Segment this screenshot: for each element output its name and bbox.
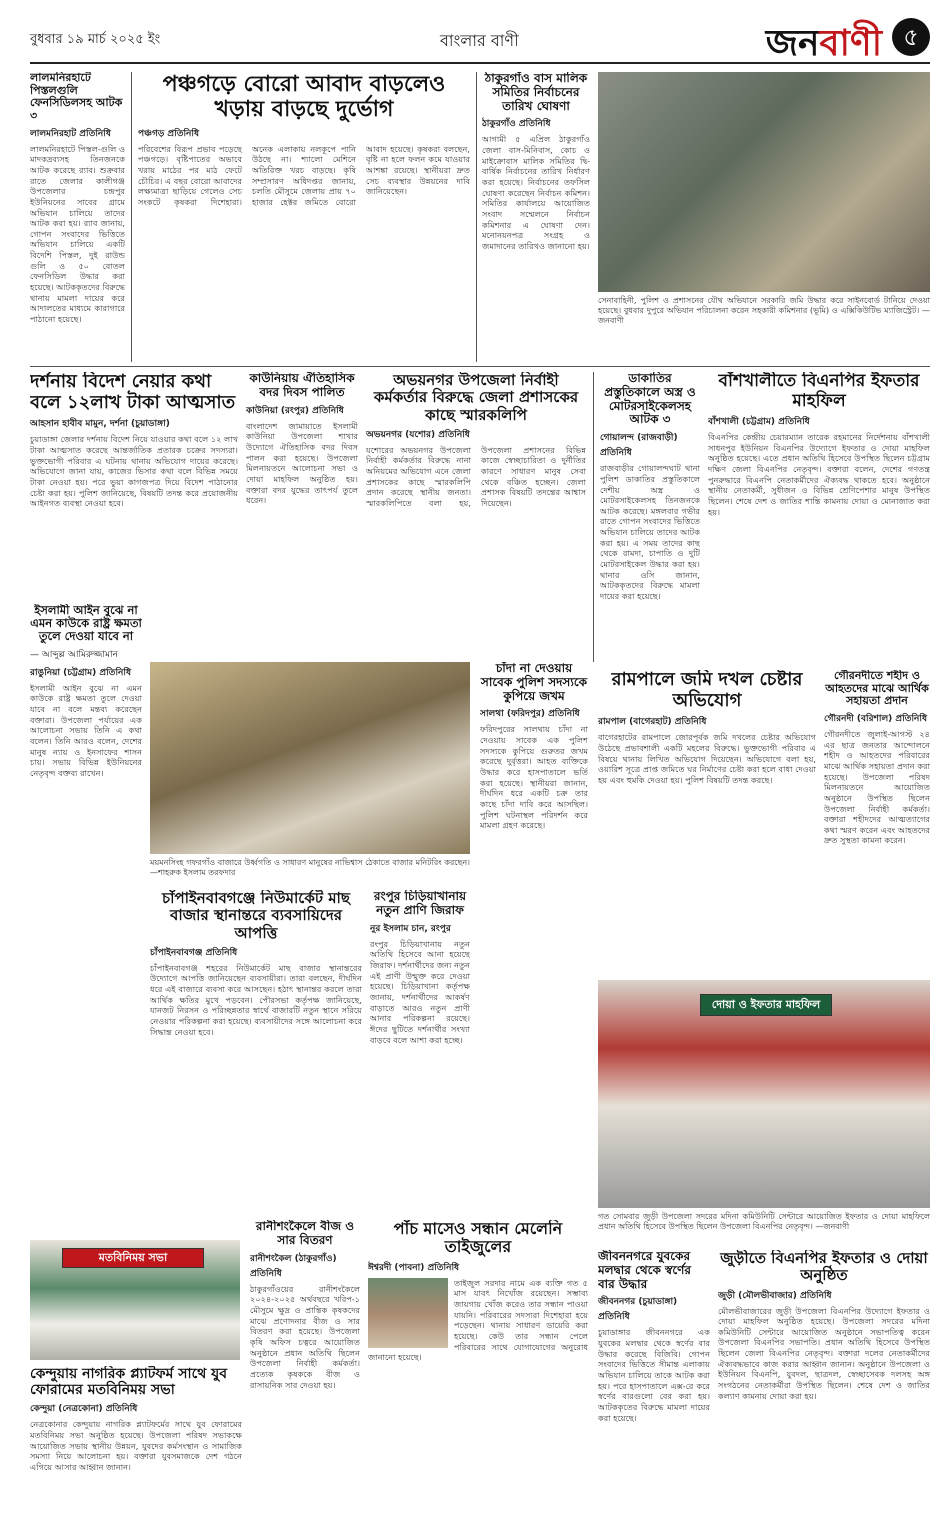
headline: অভয়নগর উপজেলা নির্বাহী কর্মকর্তার বিরুদ্ধে জেলা প্রশাসকের কাছে স্মারকলিপি [373,372,579,424]
article-body: লালমনিরহাটে পিস্তল-গুলি ও মাদকদ্রব্যসহ তিনজনকে আটক করেছে র‍্যাব। শুক্রবার রাতে জেলার কালীগঞ্জ উপজেলার চন্দ্রপুর ইউনিয়নের সাবের গ্রামে অভিযান চালিয়ে তাদের আটক করা হয়। র‍্যাব জানায়, গোপন সংবাদের ভিত্তিতে অভিযান চালিয়ে একটি বিদেশি পিস্তল, দুই রাউন্ড গুলি ও ৫০ বোতল ফেনসিডিল উদ্ধার করা হয়েছে। আটককৃতদের বিরুদ্ধে থানায় মামলা দায়ের করে আদালতের মাধ্যমে কারাগারে পাঠানো হয়েছে। [30,143,125,325]
photo-banner: মতবিনিময় সভা [62,1248,204,1268]
byline: রানীশংকৈল (ঠাকুরগাঁও) প্রতিনিধি [250,1253,337,1279]
byline: পঞ্চগড় প্রতিনিধি [138,128,200,139]
byline: ঠাকুরগাঁও প্রতিনিধি [482,119,551,130]
newspaper-logo [766,16,882,76]
photo-caption: গত সোমবার জুড়ী উপজেলা সদরের মদিনা কমিউনিটি সেন্টারে আয়োজিত ইফতার ও দোয়া মাহফিলে প্রধান অতিথি হিসেবে উপস্থিত ছিলেন উপজেলা বিএনপির নেতৃবৃন্দ। —জনবাণী [598,1212,930,1231]
article-body: ফরিদপুরের সালথায় চাঁদা না দেওয়ায় সাবেক এক পুলিশ সদস্যকে কুপিয়ে গুরুতর জখম করেছে দুর্বৃত্তরা। আহত ব্যক্তিকে উদ্ধার করে হাসপাতালে ভর্তি করা হয়েছে। স্থানীয়রা জানান, দীর্ঘদিন ধরে একটি চক্র তার কাছে চাঁদা দাবি করে আসছিল। পুলিশ ঘটনাস্থল পরিদর্শন করে মামলা গ্রহণ করেছে। [480,724,588,831]
article-jibannagar [598,1250,710,1516]
headline: পাঁচ মাসেও সন্ধান মেলেনি তাইজুলের [393,1220,563,1257]
article-panchagarh [138,72,470,362]
column-rule [593,372,594,662]
headline: চাঁপাইনবাবগঞ্জে নিউমার্কেট মাছ বাজার স্থানান্তরে ব্যবসায়িদের আপত্তি [162,890,350,942]
byline: কাউনিয়া (রংপুর) প্রতিনিধি [246,405,344,416]
logo-part-a: জন [765,23,820,64]
article-kendua [30,1366,242,1516]
byline: আহসান হাবীব মামুন, দর্শনা (চুয়াডাঙ্গা) [30,419,170,430]
byline: জুড়ী (মৌলভীবাজার) প্রতিনিধি [718,1290,832,1301]
headline: কেন্দুয়ায় নাগরিক প্ল্যাটফর্ম সাথে যুব ফোরামের মতবিনিময় সভা [30,1366,228,1399]
byline: গোয়ালন্দ (রাজবাড়ী) প্রতিনিধি [600,433,678,459]
headline: ইসলামী আইন বুঝে না এমন কাউকে রাষ্ট্র ক্ষমতা তুলে দেওয়া যাবে না [30,604,142,644]
article-body: বাংলাদেশ জামায়াতে ইসলামী কাউনিয়া উপজেলা শাখার উদ্যোগে ঐতিহাসিক বদর দিবস পালন করা হয়েছে। উপজেলা মিলনায়তনে আলোচনা সভা ও দোয়া মাহফিল অনুষ্ঠিত হয়। বক্তারা বদর যুদ্ধের তাৎপর্য তুলে ধরেন। [246,420,358,506]
byline: লালমনিরহাট প্রতিনিধি [30,128,111,139]
photo-caption: সেনাবাহিনী, পুলিশ ও প্রশাসনের যৌথ অভিযানে সরকারি জমি উদ্ধার করে সাইনবোর্ড টানিয়ে দেওয়া হয়েছে। বুধবার দুপুরে অভিযান পরিচালনা করেন সহকারী কমিশনার (ভূমি) ও এক্সিকিউটিভ ম্যাজিস্ট্রেট। —জনবাণী [598,296,930,325]
headline: চাঁদা না দেওয়ায় সাবেক পুলিশ সদস্যকে কুপিয়ে জখম [480,662,588,703]
byline: নুর ইসলাম চান, রংপুর [370,923,451,934]
photo-market-monitoring [150,662,470,854]
byline: অভয়নগর (যশোর) প্রতিনিধি [366,429,470,440]
article-ranishankail [250,1220,360,1516]
photo-caption: ময়মনসিংহ গফরগাঁও বাজারে উর্ধ্বগতি ও সাধারণ মানুষের নাভিশ্বাস ঠেকাতে বাজার মনিটরিং করছেন। —শাহরুক ইসলাম তরফদার [150,858,470,877]
article-body: বিএনপির কেন্দ্রীয় চেয়ারম্যান তারেক রহমানের নির্দেশনায় বাঁশখালী সাধনপুর ইউনিয়ন বিএনপির উদ্যোগে ইফতার ও দোয়া মাহফিল অনুষ্ঠিত হয়েছে। এতে প্রধান অতিথি হিসেবে উপস্থিত ছিলেন চট্টগ্রাম দক্ষিণ জেলা বিএনপির নেতৃবৃন্দ। বক্তারা বলেন, দেশের গণতন্ত্র পুনরুদ্ধারে বিএনপি নেতাকর্মীদের ঐক্যবদ্ধ থাকতে হবে। অনুষ্ঠানে স্থানীয় নেতাকর্মী, সুধীজন ও বিভিন্ন শ্রেণিপেশার মানুষ উপস্থিত ছিলেন। শেষে দেশ ও জাতির শান্তি কামনায় দোয়া ও মোনাজাত করা হয়। [708,432,930,517]
headline: ঠাকুরগাঁও বাস মালিক সমিতির নির্বাচনের তারিখ ঘোষণা [484,72,588,113]
article-abhaynagar [366,372,586,652]
article-thakurgaon-bus [482,72,590,362]
article-body: রাজবাড়ীর গোয়ালন্দঘাট থানা পুলিশ ডাকাতির প্রস্তুতিকালে দেশীয় অস্ত্র ও মোটরসাইকেলসহ তিনজনকে আটক করেছে। মঙ্গলবার গভীর রাতে গোপন সংবাদের ভিত্তিতে অভিযান চালিয়ে তাদের আটক করা হয়। এ সময় তাদের কাছ থেকে রামদা, চাপাতি ও দুটি মোটরসাইকেল উদ্ধার করা হয়। থানার ওসি জানান, আটককৃতদের বিরুদ্ধে মামলা দায়ের করা হয়েছে। [600,463,700,602]
article-lalmonirhat [30,72,125,362]
issue-date: বুধবার ১৯ মার্চ ২০২৫ ইং [30,32,161,47]
section-name: বাংলার বাণী [440,31,519,50]
byline: গৌরনদী (বরিশাল) প্রতিনিধি [824,713,928,724]
article-banshkhali [708,372,930,662]
article-body: মৌলভীবাজারের জুড়ী উপজেলা বিএনপির উদ্যোগে ইফতার ও দোয়া মাহফিল অনুষ্ঠিত হয়েছে। উপজেলা সদরের মদিনা কমিউনিটি সেন্টারে আয়োজিত অনুষ্ঠানে সভাপতিত্ব করেন উপজেলা বিএনপির সভাপতি। প্রধান অতিথি হিসেবে উপস্থিত ছিলেন জেলা বিএনপির নেতৃবৃন্দ। বক্তারা দলের নেতাকর্মীদের ঐক্যবদ্ধভাবে কাজ করার আহ্বান জানান। অনুষ্ঠানে উপজেলা ও ইউনিয়ন বিএনপি, যুবদল, ছাত্রদল, স্বেচ্ছাসেবক দলসহ অঙ্গ সংগঠনের নেতাকর্মীরা উপস্থিত ছিলেন। শেষে দেশ ও জাতির কল্যাণ কামনায় দোয়া করা হয়। [718,1305,930,1401]
article-body: চুয়াডাঙ্গা জেলার দর্শনায় বিদেশ নিয়ে যাওয়ার কথা বলে ১২ লাখ টাকা আত্মসাত করেছে আন্তর্জাতিক প্রতারক চক্রের সদস্যরা। ভুক্তভোগী পরিবার এ ঘটনায় থানায় অভিযোগ দায়ের করেছে। অভিযোগে জানা যায়, কাজের ভিসার কথা বলে বিভিন্ন সময়ে টাকা নেওয়া হয়। পরে ভুয়া কাগজপত্র দিয়ে বিদেশ পাঠানোর চেষ্টা করা হয়। পুলিশ জানিয়েছে, বিষয়টি তদন্ত করে প্রয়োজনীয় আইনগত ব্যবস্থা নেওয়া হবে। [30,434,238,509]
article-body: আগামী ৫ এপ্রিল ঠাকুরগাঁও জেলা বাস-মিনিবাস, কোচ ও মাইক্রোবাস মালিক সমিতির দ্বি-বার্ষিক নির্বাচনের তারিখ নির্ধারণ করা হয়েছে। নির্বাচনের তফসিল ঘোষণা করেছেন নির্বাচন কমিশন। সমিতির কার্যালয়ে আয়োজিত সংবাদ সম্মেলনে নির্বাচন কমিশনার এ ঘোষণা দেন। মনোনয়নপত্র সংগ্রহ ও জমাদানের তারিখও জানানো হয়। [482,134,590,251]
headline: ডাকাতির প্রস্তুতিকালে অস্ত্র ও মোটরসাইকেলসহ আটক ৩ [604,372,696,427]
headline: জীবননগরে যুবকের মলদ্বার থেকে স্বর্ণের বার উদ্ধার [598,1250,692,1291]
page-number: ৫ [892,18,930,56]
headline: লালমনিরহাটে পিস্তলগুলি ফেনসিডিলসহ আটক ৩ [30,72,123,122]
article-body: তাইজুল সরদার নামে এক ব্যক্তি গত ৫ মাস যাবৎ নিখোঁজ রয়েছেন। সম্ভাব্য জায়গায় খোঁজ করেও তার সন্ধান পাওয়া যায়নি। পরিবারের সদস্যরা দিশেহারা হয়ে পড়েছেন। থানায় সাধারণ ডায়েরি করা হয়েছে। কেউ তার সন্ধান পেলে পরিবারের সাথে যোগাযোগের অনুরোধ জানানো হয়েছে। [368,1277,588,1363]
byline: রামপাল (বাগেরহাট) প্রতিনিধি [598,717,707,728]
article-body: চুয়াডাঙ্গার জীবননগরে এক যুবকের মলদ্বার থেকে স্বর্ণের বার উদ্ধার করেছে বিজিবি। গোপন সংবাদের ভিত্তিতে সীমান্ত এলাকায় অভিযান চালিয়ে তাকে আটক করা হয়। পরে হাসপাতালে এক্স-রে করে স্বর্ণের বারগুলো বের করা হয়। আটককৃতের বিরুদ্ধে মামলা দায়ের করা হয়েছে। [598,1327,710,1423]
masthead [30,14,930,64]
article-kaunia [246,372,358,652]
headline: রানীশংকৈলে বীজ ও সার বিতরণ [255,1220,355,1247]
article-rangpur-zoo [370,890,470,1200]
byline: চাঁপাইনবাবগঞ্জ প্রতিনিধি [150,947,238,958]
article-saltha [480,662,588,962]
article-goalanda [600,372,700,662]
article-body: পরিবেশের বিরূপ প্রভাব পড়েছে পঞ্চগড়ে। বৃষ্টিপাতের অভাবে খরায় মাঠের পর মাঠ ফেটে চৌচির। এ বছর বোরো আবাদের লক্ষ্যমাত্রা ছাড়িয়ে গেলেও সেচ সংকটে কৃষকরা দিশেহারা। অনেক এলাকায় নলকূপে পানি উঠছে না। শ্যালো মেশিনে অতিরিক্ত খরচ বাড়ছে। কৃষি সম্প্রসারণ অধিদপ্তর জানায়, চলতি মৌসুমে জেলায় প্রায় ৭০ হাজার হেক্টর জমিতে বোরো আবাদ হয়েছে। কৃষকরা বলছেন, বৃষ্টি না হলে ফলন কমে যাওয়ার আশঙ্কা রয়েছে। স্থানীয়রা দ্রুত সেচ ব্যবস্থার উন্নয়নের দাবি জানিয়েছেন। [138,143,470,207]
article-rampal [598,670,816,970]
headline: বাঁশখালীতে বিএনপির ইফতার মাহফিল [718,372,920,411]
logo-part-b: বাণী [819,23,882,64]
byline: ঈশ্বরদী (পাবনা) প্রতিনিধি [368,1262,460,1273]
column-rule [131,72,132,362]
headline: দর্শনায় বিদেশ নেয়ার কথা বলে ১২লাখ টাকা আত্মসাত [30,372,236,413]
headline: জুড়ীতে বিএনপির ইফতার ও দোয়া অনুষ্ঠিত [720,1250,928,1285]
article-body: ঠাকুরগাঁওয়ের রানীশংকৈলে ২০২৪-২০২৫ অর্থবছরে খরিপ-১ মৌসুমে ক্ষুদ্র ও প্রান্তিক কৃষকদের মাঝে প্রণোদনার বীজ ও সার বিতরণ করা হয়েছে। উপজেলা কৃষি অফিস চত্বরে আয়োজিত অনুষ্ঠানে প্রধান অতিথি ছিলেন উপজেলা নির্বাহী কর্মকর্তা। প্রত্যেক কৃষককে বীজ ও রাসায়নিক সার দেওয়া হয়। [250,1283,360,1390]
byline: বাঁশখালী (চট্টগ্রাম) প্রতিনিধি [708,417,810,428]
article-ishwardi [368,1220,588,1516]
section-rule [30,366,930,367]
article-juri [718,1250,930,1516]
headline: গৌরনদীতে শহীদ ও আহতদের মাঝে আর্থিক সহায়তা প্রদান [825,670,929,708]
photo-missing-person [368,1278,448,1348]
article-body: গৌরনদীতে জুলাই-আগস্ট ২৪ এর ছাত্র জনতার আন্দোলনে শহীদ ও আহতদের পরিবারের মাঝে আর্থিক সহায়তা প্রদান করা হয়েছে। উপজেলা পরিষদ মিলনায়তনে আয়োজিত অনুষ্ঠানে উপস্থিত ছিলেন উপজেলা নির্বাহী কর্মকর্তা। বক্তারা শহীদদের আত্মত্যাগের কথা স্মরণ করেন এবং আহতদের দ্রুত সুস্থতা কামনা করেন। [824,728,930,846]
article-body: ইসলামী আইন বুঝে না এমন কাউকে রাষ্ট্র ক্ষমতা তুলে দেওয়া যাবে না বলে মন্তব্য করেছেন বক্তারা। উপজেলা পর্যায়ের এক আলোচনা সভায় তিনি এ কথা বলেন। তিনি আরও বলেন, দেশের মানুষ ন্যায় ও ইনসাফের শাসন চায়। সভায় বিভিন্ন ইউনিয়নের নেতৃবৃন্দ বক্তব্য রাখেন। [30,682,142,778]
headline: কাউনিয়ায় ঐতিহাসিক বদর দিবস পালিত [249,372,355,399]
byline: কেন্দুয়া (নেত্রকোনা) প্রতিনিধি [30,1404,138,1415]
quote-attribution: — আব্দুল্ল আমিরুজ্জামান [30,649,118,660]
photo-banner: দোয়া ও ইফতার মাহফিল [700,994,832,1016]
headline: রামপালে জমি দখল চেষ্টার অভিযোগ [611,670,803,711]
article-body: যশোরের অভয়নগর উপজেলা নির্বাহী কর্মকর্তার বিরুদ্ধে নানা অনিয়মের অভিযোগ এনে জেলা প্রশাসকের কাছে স্মারকলিপি প্রদান করেছে স্থানীয় জনতা। স্মারকলিপিতে বলা হয়, উপজেলা প্রশাসনের বিভিন্ন কাজে স্বেচ্ছাচারিতা ও দুর্নীতির কারণে সাধারণ মানুষ সেবা থেকে বঞ্চিত হচ্ছেন। জেলা প্রশাসক বিষয়টি তদন্তের আশ্বাস দিয়েছেন। [366,444,586,509]
headline: রংপুর চিড়িয়াখানায় নতুন প্রাণি জিরাফ [373,890,467,917]
headline: পঞ্চগড়ে বোরো আবাদ বাড়লেও খড়ায় বাড়ছে দুর্ভোগ [162,72,446,123]
article-body: রংপুর চিড়িয়াখানায় নতুন অতিথি হিসেবে আনা হয়েছে জিরাফ। দর্শনার্থীদের জন্য নতুন এই প্রাণী উন্মুক্ত করে দেওয়া হয়েছে। চিড়িয়াখানা কর্তৃপক্ষ জানায়, দর্শনার্থীদের আকর্ষণ বাড়াতে আরও নতুন প্রাণী আনার পরিকল্পনা রয়েছে। ঈদের ছুটিতে দর্শনার্থীর সংখ্যা বাড়বে বলে আশা করা হচ্ছে। [370,938,470,1045]
photo-land-recovery [598,72,930,292]
article-chapainawabganj [150,890,362,1210]
article-body: চাঁপাইনবাবগঞ্জ শহরের নিউমার্কেট মাছ বাজার স্থানান্তরের উদ্যোগে আপত্তি জানিয়েছেন ব্যবসায়ীরা। তারা বলছেন, দীর্ঘদিন ধরে এই বাজারে ব্যবসা করে আসছেন। হঠাৎ স্থানান্তর করলে তারা আর্থিক ক্ষতির মুখে পড়বেন। পৌরসভা কর্তৃপক্ষ জানিয়েছে, যানজট নিরসন ও পরিচ্ছন্নতার স্বার্থে বাজারটি নতুন স্থানে সরিয়ে নেওয়ার পরিকল্পনা করা হয়েছে। ব্যবসায়ীদের সঙ্গে আলোচনা করে সিদ্ধান্ত নেওয়া হবে। [150,962,362,1037]
column-rule [476,72,477,362]
byline: জীবননগর (চুয়াডাঙ্গা) প্রতিনিধি [598,1297,678,1323]
article-islamic-law [30,604,142,1074]
article-darshana [30,372,238,594]
article-gournadi [824,670,930,970]
byline: সালথা (ফরিদপুর) প্রতিনিধি [480,709,580,720]
byline: রাঙুনিয়া (চট্টগ্রাম) প্রতিনিধি [30,667,132,678]
article-body: বাগেরহাটের রামপালে জোরপূর্বক জমি দখলের চেষ্টার অভিযোগ উঠেছে প্রভাবশালী একটি মহলের বিরুদ্ধে। ভুক্তভোগী পরিবার এ বিষয়ে থানায় লিখিত অভিযোগ দিয়েছেন। অভিযোগে বলা হয়, ওয়ারিশ সূত্রে প্রাপ্ত জমিতে ঘর নির্মাণের চেষ্টা করা হলে বাধা দেওয়া হয় এবং হুমকি দেওয়া হয়। পুলিশ বিষয়টি তদন্ত করছে। [598,732,816,785]
article-body: নেত্রকোনার কেন্দুয়ায় নাগরিক প্ল্যাটফর্মের সাথে যুব ফোরামের মতবিনিময় সভা অনুষ্ঠিত হয়েছে। উপজেলা পরিষদ সভাকক্ষে আয়োজিত সভায় স্থানীয় উন্নয়ন, যুবদের কর্মসংস্থান ও সামাজিক সমস্যা নিয়ে আলোচনা হয়। বক্তারা যুবসমাজকে দেশ গঠনে এগিয়ে আসার আহ্বান জানান। [30,1419,242,1472]
